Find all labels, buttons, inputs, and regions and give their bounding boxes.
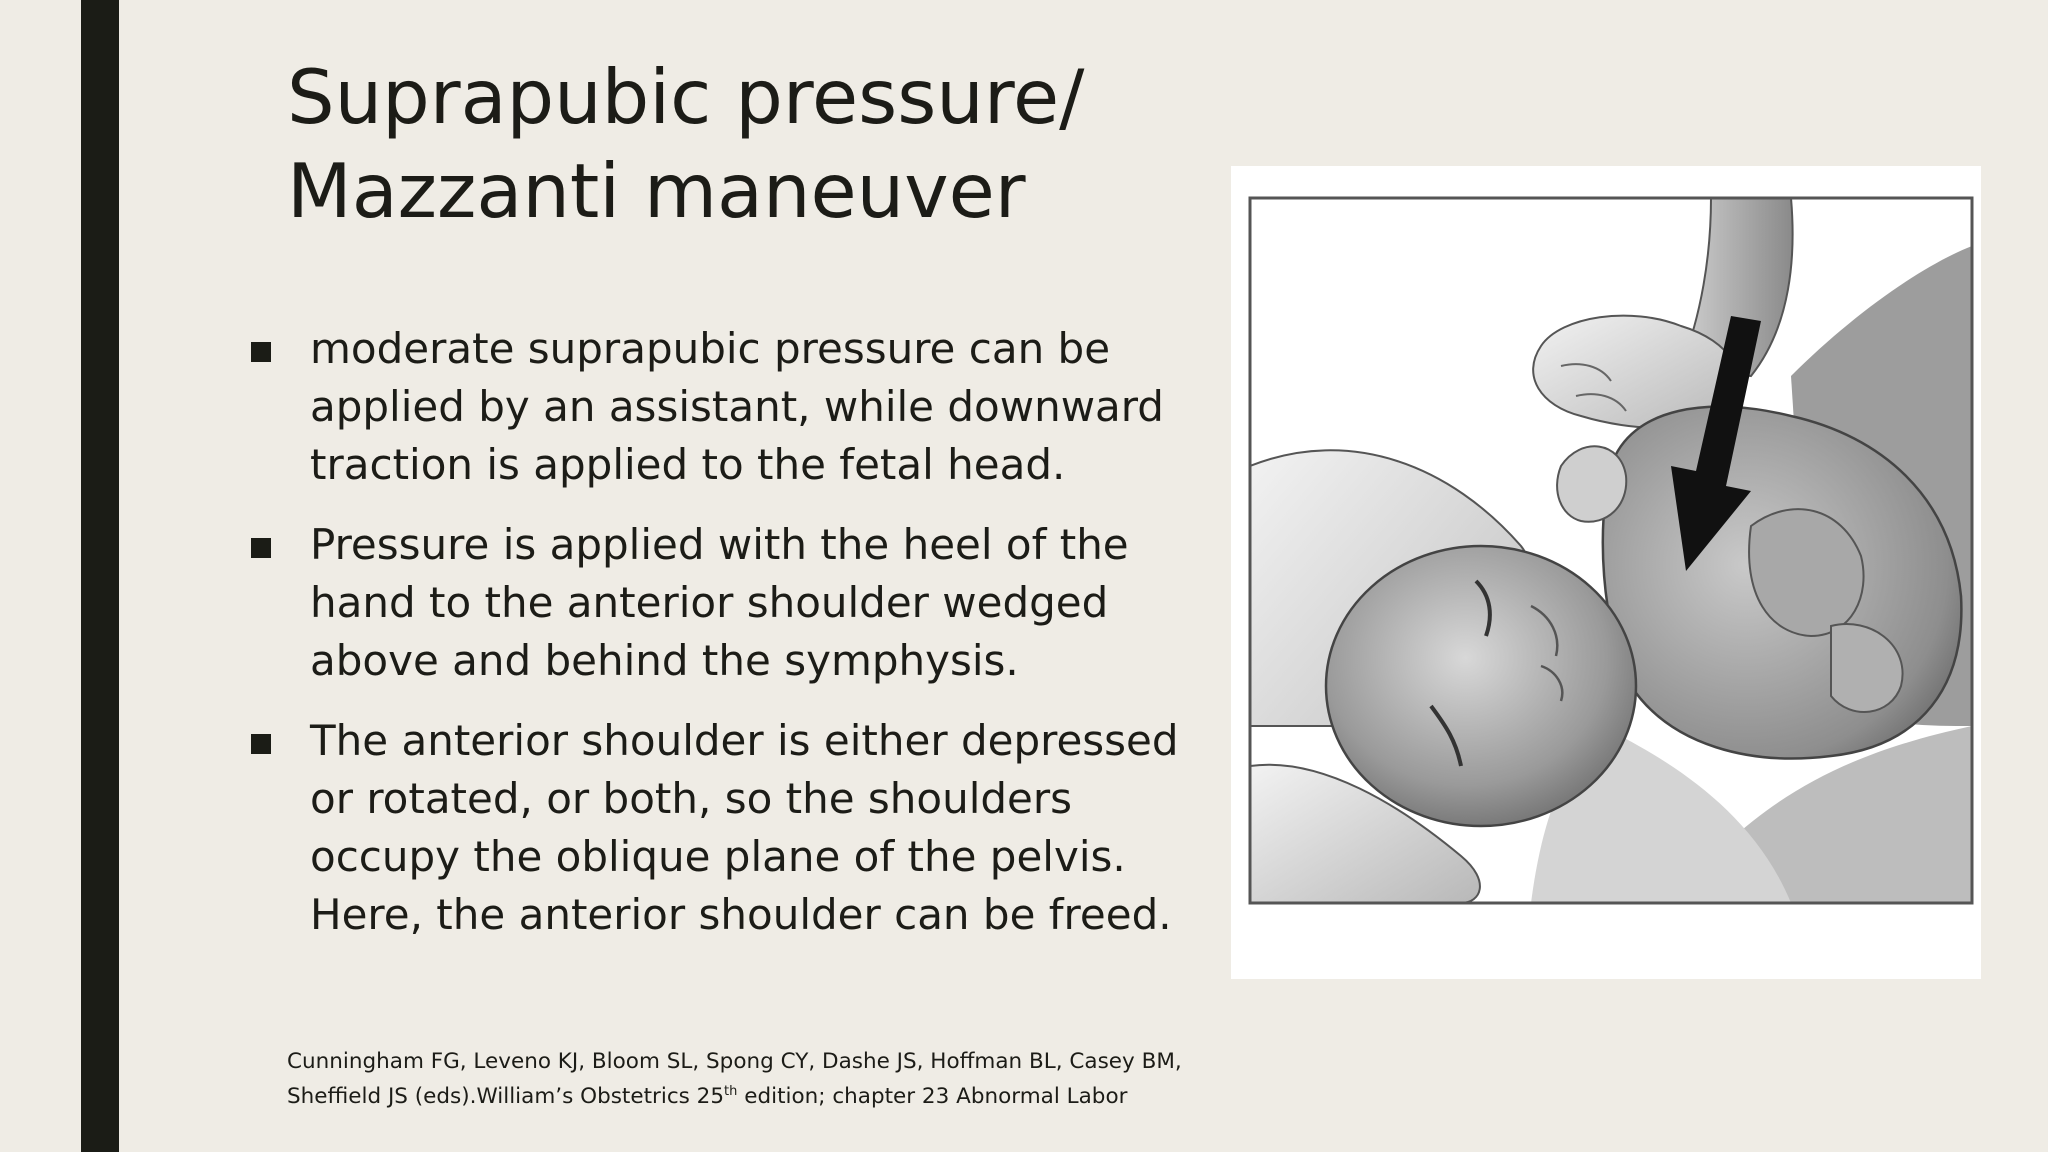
bullet-text: Pressure is applied with the heel of the hand to the anterior shoulder wedged above and behind the symphysis.	[310, 520, 1129, 685]
maneuver-illustration	[1231, 166, 1981, 979]
square-bullet-icon	[251, 342, 271, 362]
title-line-2: Mazzanti maneuver	[287, 147, 1026, 235]
square-bullet-icon	[251, 538, 271, 558]
citation-superscript: th	[724, 1084, 738, 1099]
citation-line-2-text: Sheffield JS (eds).William’s Obstetrics 25	[287, 1084, 725, 1110]
bullet-text: The anterior shoulder is either depressed or rotated, or both, so the shoulders occupy the oblique plane of the pelvis. Here, the anterior shoulder can be freed.	[310, 716, 1179, 939]
bullet-item	[245, 516, 1205, 690]
title-line-1: Suprapubic pressure/	[287, 53, 1085, 141]
bullet-text: moderate suprapubic pressure can be applied by an assistant, while downward traction is applied to the fetal head.	[310, 324, 1164, 489]
citation	[287, 1047, 1247, 1112]
citation-line-2	[287, 1077, 1247, 1112]
slide-title	[287, 50, 1187, 238]
square-bullet-icon	[251, 734, 271, 754]
bullet-item	[245, 712, 1205, 944]
bullet-item	[245, 320, 1205, 494]
accent-bar	[81, 0, 119, 1152]
bullet-list	[245, 320, 1205, 966]
citation-line-2-tail: edition; chapter 23 Abnormal Labor	[737, 1084, 1128, 1110]
citation-line-1: Cunningham FG, Leveno KJ, Bloom SL, Spong CY, Dashe JS, Hoffman BL, Casey BM,	[287, 1049, 1182, 1074]
